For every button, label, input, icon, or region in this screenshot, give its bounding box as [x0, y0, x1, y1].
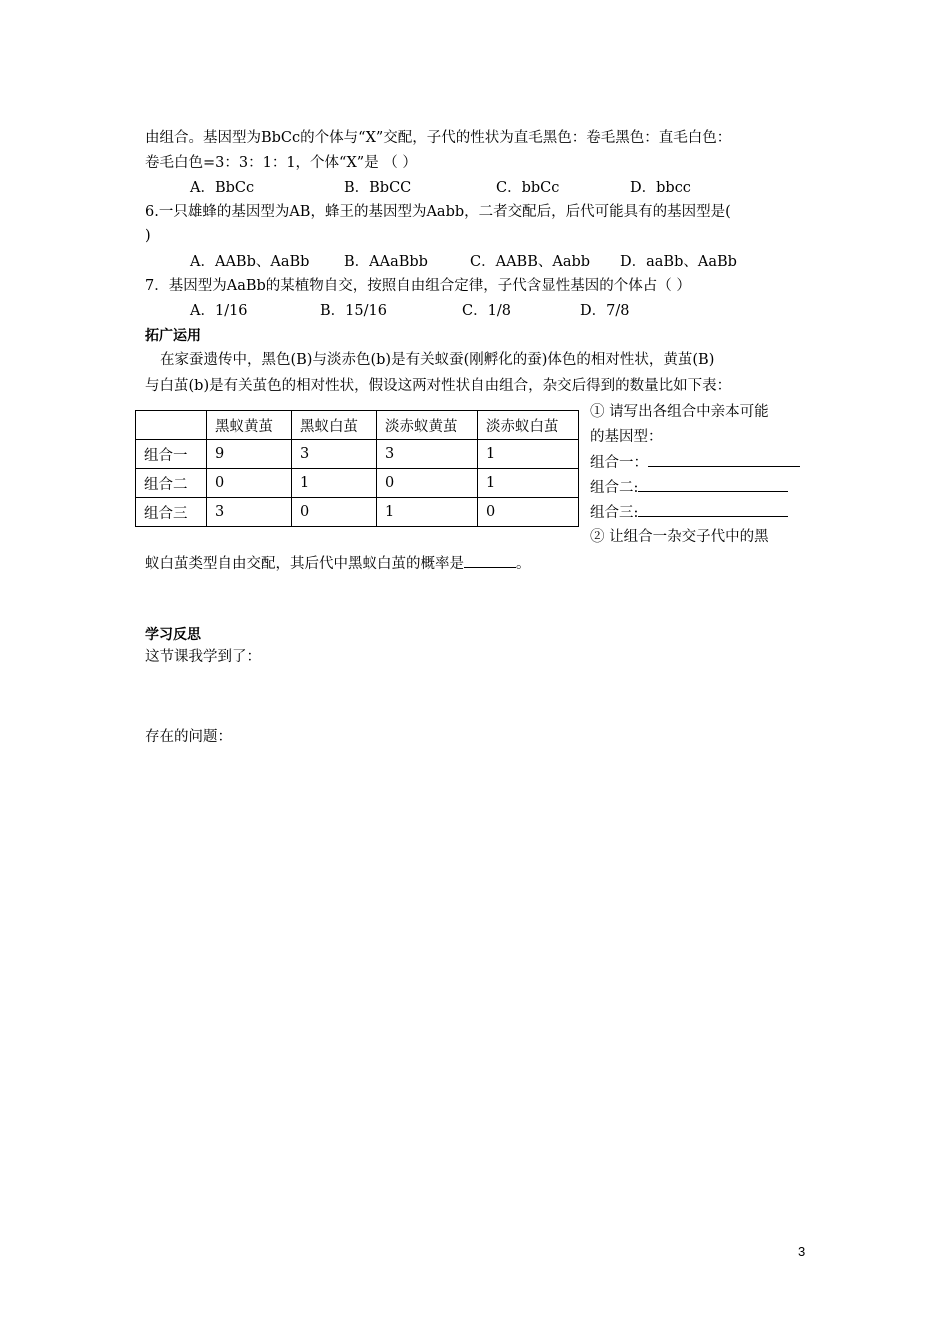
table-cell: 3	[207, 498, 292, 527]
combo-3-blank[interactable]	[638, 500, 788, 517]
table-header-cell: 黑蚁白茧	[292, 411, 377, 440]
table-cell: 组合一	[136, 440, 207, 469]
q6-option-a: A．AABb、AaBb	[190, 254, 310, 270]
combo-1-answer	[590, 450, 800, 475]
combo-1-blank[interactable]	[648, 450, 800, 467]
question-2-end: 。	[516, 556, 531, 572]
table-cell: 1	[478, 469, 579, 498]
extension-heading: 拓广运用	[145, 328, 201, 344]
combo-1-label: 组合一：	[590, 455, 648, 471]
table-cell: 9	[207, 440, 292, 469]
table-cell: 1	[478, 440, 579, 469]
q6-line-1: 6.一只雄蜂的基因型为AB，蜂王的基因型为Aabb，二者交配后，后代可能具有的基因型是(	[145, 204, 731, 220]
q6-line-2: )	[145, 228, 151, 244]
table-cell: 组合三	[136, 498, 207, 527]
q5-line-1: 由组合。基因型为BbCc的个体与“X”交配，子代的性状为直毛黑色：卷毛黑色：直毛白色：	[145, 130, 732, 146]
question-2-text: 蚁白茧类型自由交配，其后代中黑蚁白茧的概率是	[145, 556, 464, 572]
table-cell: 组合二	[136, 469, 207, 498]
page-number: 3	[798, 1244, 806, 1259]
table-cell: 0	[292, 498, 377, 527]
table-row	[136, 440, 579, 469]
learned-prompt: 这节课我学到了：	[145, 649, 261, 665]
table-cell: 1	[292, 469, 377, 498]
side-question-1-line-2: 的基因型：	[590, 429, 663, 445]
q7-option-c: C．1/8	[462, 303, 511, 319]
table-header-cell: 淡赤蚁白茧	[478, 411, 579, 440]
side-question-2-line-1: ② 让组合一杂交子代中的黑	[590, 529, 769, 545]
q7-option-a: A．1/16	[190, 303, 248, 319]
table-cell: 0	[377, 469, 478, 498]
table-cell: 3	[377, 440, 478, 469]
table-header-cell: 黑蚁黄茧	[207, 411, 292, 440]
q6-option-c: C．AABB、Aabb	[470, 254, 591, 270]
side-question-2-continuation	[145, 551, 531, 574]
extension-paragraph-line-1: 在家蚕遗传中，黑色(B)与淡赤色(b)是有关蚁蚕(刚孵化的蚕)体色的相对性状，黄茧(B)	[160, 352, 715, 368]
table-row	[136, 498, 579, 527]
table-header-row	[136, 411, 579, 440]
q7-option-d: D．7/8	[580, 303, 630, 319]
extension-paragraph-line-2: 与白茧(b)是有关茧色的相对性状，假设这两对性状自由组合，杂交后得到的数量比如下表：	[145, 378, 732, 394]
combo-2-label: 组合二:	[590, 480, 639, 496]
problems-prompt: 存在的问题：	[145, 729, 232, 745]
q5-option-b: B．BbCC	[344, 180, 412, 196]
table-row	[136, 469, 579, 498]
q7-line-1: 7．基因型为AaBb的某植物自交，按照自由组合定律，子代含显性基因的个体占（ ）	[145, 278, 691, 294]
table-header-cell: 淡赤蚁黄茧	[377, 411, 478, 440]
probability-blank[interactable]	[464, 551, 516, 568]
q5-line-2: 卷毛白色=3：3：1：1，个体“X”是 （ ）	[145, 155, 417, 171]
q5-option-d: D．bbcc	[630, 180, 691, 196]
combo-3-label: 组合三:	[590, 505, 639, 521]
combo-2-answer	[590, 475, 788, 500]
q5-option-a: A．BbCc	[190, 180, 255, 196]
table-cell: 0	[478, 498, 579, 527]
table-header-cell	[136, 411, 207, 440]
combo-3-answer	[590, 500, 788, 525]
reflection-heading: 学习反思	[145, 627, 201, 643]
side-question-1-line-1: ① 请写出各组合中亲本可能	[590, 404, 769, 420]
table-cell: 3	[292, 440, 377, 469]
table-cell: 1	[377, 498, 478, 527]
q6-option-b: B．AAaBbb	[344, 254, 428, 270]
silkworm-cross-table	[135, 410, 579, 527]
combo-2-blank[interactable]	[638, 475, 788, 492]
q6-option-d: D．aaBb、AaBb	[620, 254, 737, 270]
q5-option-c: C．bbCc	[496, 180, 560, 196]
table-cell: 0	[207, 469, 292, 498]
q7-option-b: B．15/16	[320, 303, 387, 319]
